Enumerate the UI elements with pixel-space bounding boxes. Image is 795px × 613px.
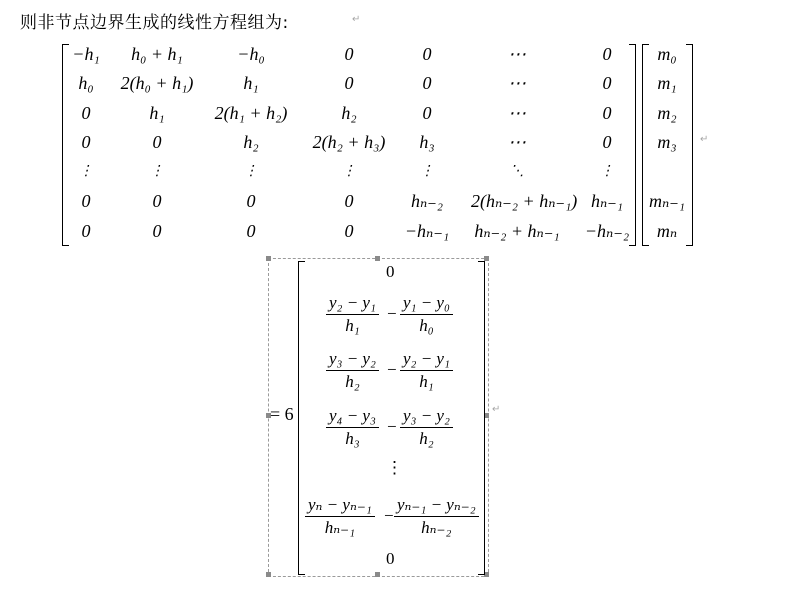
matrix-cell: 0 xyxy=(422,44,432,64)
matrix-cell: 0 xyxy=(602,103,612,123)
fraction-a: $\frac{\text{yₙ − yₙ₋₁}}{\text{hₙ₋₁}}$ xyxy=(305,494,375,539)
rhs-bottom-zero: 0 xyxy=(386,549,395,568)
vector-entry: m₂ xyxy=(657,103,677,123)
minus-sign: − xyxy=(384,506,394,525)
matrix-cell: −hₙ₋₂ xyxy=(584,221,630,241)
matrix-cell: ⋮ xyxy=(420,164,434,179)
matrix-cell: 0 xyxy=(344,44,354,64)
matrix-cell: 2(h₁ + h₂) xyxy=(214,103,288,123)
rhs-top-zero: 0 xyxy=(386,262,395,281)
matrix-cell: ⋯ xyxy=(508,103,526,123)
fraction-b: $\frac{\text{y₂ − y₁}}{\text{h₁}}$ xyxy=(400,348,453,393)
fraction-a: $\frac{\text{y₃ − y₂}}{\text{h₂}}$ xyxy=(326,348,379,393)
matrix-cell: ⋯ xyxy=(508,44,526,64)
minus-sign: − xyxy=(387,304,397,323)
fraction-b: $\frac{\text{yₙ₋₁ − yₙ₋₂}}{\text{hₙ₋₂}}$ xyxy=(394,494,479,539)
matrix-cell: ⋮ xyxy=(244,164,258,179)
resize-handle[interactable] xyxy=(266,572,271,577)
matrix-cell: 0 xyxy=(81,103,91,123)
matrix-cell: −h₁ xyxy=(72,44,100,64)
matrix-cell: h₀ + h₁ xyxy=(131,44,183,64)
rhs-vdots: ⋮ xyxy=(386,458,403,477)
matrix-cell: ⋮ xyxy=(150,164,164,179)
matrix-cell: ⋯ xyxy=(508,73,526,93)
minus-sign: − xyxy=(387,360,397,379)
vector-entry: m₃ xyxy=(657,132,677,152)
matrix-cell: hₙ₋₂ + hₙ₋₁ xyxy=(474,221,560,241)
paragraph-mark: ↵ xyxy=(352,14,361,25)
matrix-cell: 0 xyxy=(602,44,612,64)
vector-entry: mₙ₋₁ xyxy=(648,191,686,211)
matrix-cell: 0 xyxy=(152,221,162,241)
matrix-cell: ⋮ xyxy=(342,164,356,179)
matrix-cell: 0 xyxy=(152,132,162,152)
fraction-b: $\frac{\text{y₃ − y₂}}{\text{h₂}}$ xyxy=(400,405,453,450)
matrix-cell: 2(hₙ₋₂ + hₙ₋₁) xyxy=(471,191,578,211)
rhs-coefficient: = 6 xyxy=(270,404,294,424)
matrix-cell: hₙ₋₁ xyxy=(590,191,624,211)
matrix-cell: h₀ xyxy=(78,73,94,93)
matrix-cell: 0 xyxy=(422,73,432,93)
matrix-cell: 0 xyxy=(344,73,354,93)
resize-handle[interactable] xyxy=(375,572,380,577)
matrix-cell: h₁ xyxy=(149,103,165,123)
matrix-cell: −hₙ₋₁ xyxy=(404,221,450,241)
vector-right-bracket xyxy=(686,44,693,246)
matrix-cell: 2(h₀ + h₁) xyxy=(120,73,194,93)
fraction-a: $\frac{\text{y₂ − y₁}}{\text{h₁}}$ xyxy=(326,292,379,337)
matrix-cell: ⋯ xyxy=(508,132,526,152)
rhs-left-bracket xyxy=(298,261,305,575)
matrix-cell: 2(h₂ + h₃) xyxy=(312,132,386,152)
matrix-cell: 0 xyxy=(246,191,256,211)
matrix-cell: 0 xyxy=(81,221,91,241)
heading-text: 则非节点边界生成的线性方程组为: xyxy=(20,13,289,33)
rhs-right-bracket xyxy=(478,261,485,575)
matrix-cell: 0 xyxy=(422,103,432,123)
matrix-cell: 0 xyxy=(152,191,162,211)
matrix-cell: 0 xyxy=(602,132,612,152)
resize-handle[interactable] xyxy=(375,256,380,261)
vector-entry: mₙ xyxy=(656,221,678,241)
matrix-cell: ⋱ xyxy=(510,164,524,179)
matrix-cell: h₂ xyxy=(341,103,357,123)
matrix-cell: hₙ₋₂ xyxy=(410,191,444,211)
paragraph-mark: ↵ xyxy=(700,134,709,145)
fraction-a: $\frac{\text{y₄ − y₃}}{\text{h₃}}$ xyxy=(326,405,379,450)
matrix-cell: ⋮ xyxy=(79,164,93,179)
fraction-b: $\frac{\text{y₁ − y₀}}{\text{h₀}}$ xyxy=(400,292,453,337)
matrix-cell: 0 xyxy=(344,221,354,241)
matrix-cell: h₃ xyxy=(419,132,435,152)
matrix-cell: 0 xyxy=(246,221,256,241)
vector-entry: m₀ xyxy=(657,44,677,64)
matrix-cell: 0 xyxy=(81,191,91,211)
matrix-cell: h₂ xyxy=(243,132,259,152)
resize-handle[interactable] xyxy=(266,256,271,261)
matrix-cell: 0 xyxy=(344,191,354,211)
matrix-cell: h₁ xyxy=(243,73,259,93)
matrix-cell: 0 xyxy=(81,132,91,152)
vector-entry: m₁ xyxy=(657,73,677,93)
paragraph-mark: ↵ xyxy=(492,404,501,415)
matrix-cell: ⋮ xyxy=(600,164,614,179)
minus-sign: − xyxy=(387,417,397,436)
matrix-cell: 0 xyxy=(602,73,612,93)
matrix-cell: −h₀ xyxy=(237,44,265,64)
